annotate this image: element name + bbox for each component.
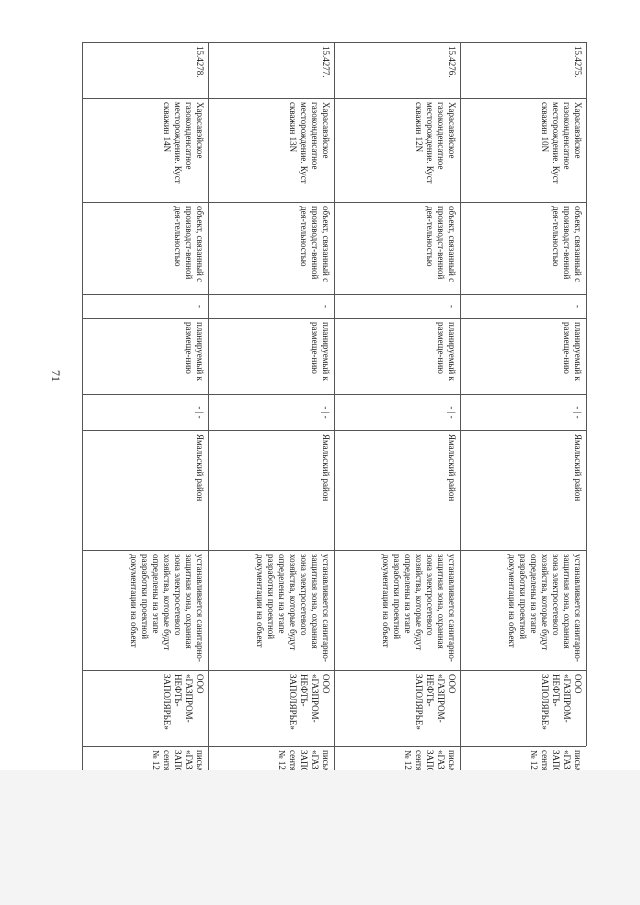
zone-cell: устанавливается санитарно-защитная зона, охранная зона электросетевого хозяйства, которые будут определены на этапе разработки проектной документации на объект <box>82 551 208 671</box>
object-type-cell: объект, связанный с производст-венной дея-тельностью <box>460 203 586 295</box>
organization-cell: ООО «ГАЗПРОМ-НЕФТЬ-ЗАПОЛЯРЬЕ» <box>208 671 334 747</box>
zone-cell: устанавливается санитарно-защитная зона, охранная зона электросетевого хозяйства, которые будут определены на этапе разработки проектной документации на объект <box>334 551 460 671</box>
dash-pair-cell: - | - <box>82 395 208 431</box>
zone-cell: устанавливается санитарно-защитная зона, охранная зона электросетевого хозяйства, которые будут определены на этапе разработки проектной документации на объект <box>208 551 334 671</box>
object-type-cell: объект, связанный с производст-венной дея-тельностью <box>208 203 334 295</box>
status-cell: планируемый к размеще-нию <box>460 319 586 395</box>
dash-pair-cell: - | - <box>208 395 334 431</box>
district-cell: Ямальский район <box>208 431 334 551</box>
object-type-cell: объект, связанный с производст-венной дея-тельностью <box>82 203 208 295</box>
row-number-cell: 15.4276. <box>334 43 460 99</box>
status-cell: планируемый к размеще-нию <box>208 319 334 395</box>
dash-pair-cell: - | - <box>334 395 460 431</box>
organization-cell: ООО «ГАЗПРОМ-НЕФТЬ-ЗАПОЛЯРЬЕ» <box>82 671 208 747</box>
organization-cell: ООО «ГАЗПРОМ-НЕФТЬ-ЗАПОЛЯРЬЕ» <box>460 671 586 747</box>
page-number: 71 <box>49 370 63 382</box>
row-number-cell: 15.4278. <box>82 43 208 99</box>
row-number-cell: 15.4277. <box>208 43 334 99</box>
dash-pair-cell: - | - <box>460 395 586 431</box>
status-cell: планируемый к размеще-нию <box>82 319 208 395</box>
object-name-cell: Харасавэйское газоконденсатное месторождение. Куст скважин 13N <box>208 99 334 203</box>
district-cell: Ямальский район <box>460 431 586 551</box>
object-name-cell: Харасавэйское газоконденсатное месторождение. Куст скважин 10N <box>460 99 586 203</box>
zone-cell: устанавливается санитарно-защитная зона, охранная зона электросетевого хозяйства, которые будут определены на этапе разработки проектной документации на объект <box>460 551 586 671</box>
dash-cell: - <box>334 295 460 319</box>
object-name-cell: Харасавэйское газоконденсатное месторождение. Куст скважин 12N <box>334 99 460 203</box>
dash-cell: - <box>208 295 334 319</box>
object-type-cell: объект, связанный с производст-венной дея-тельностью <box>334 203 460 295</box>
objects-table <box>82 42 587 746</box>
scan-background-strip <box>0 770 640 905</box>
dash-cell: - <box>460 295 586 319</box>
dash-cell: - <box>82 295 208 319</box>
table-container <box>82 42 587 746</box>
row-number-cell: 15.4275. <box>460 43 586 99</box>
district-cell: Ямальский район <box>82 431 208 551</box>
organization-cell: ООО «ГАЗПРОМ-НЕФТЬ-ЗАПОЛЯРЬЕ» <box>334 671 460 747</box>
status-cell: планируемый к размеще-нию <box>334 319 460 395</box>
object-name-cell: Харасавэйское газоконденсатное месторождение. Куст скважин 14N <box>82 99 208 203</box>
district-cell: Ямальский район <box>334 431 460 551</box>
